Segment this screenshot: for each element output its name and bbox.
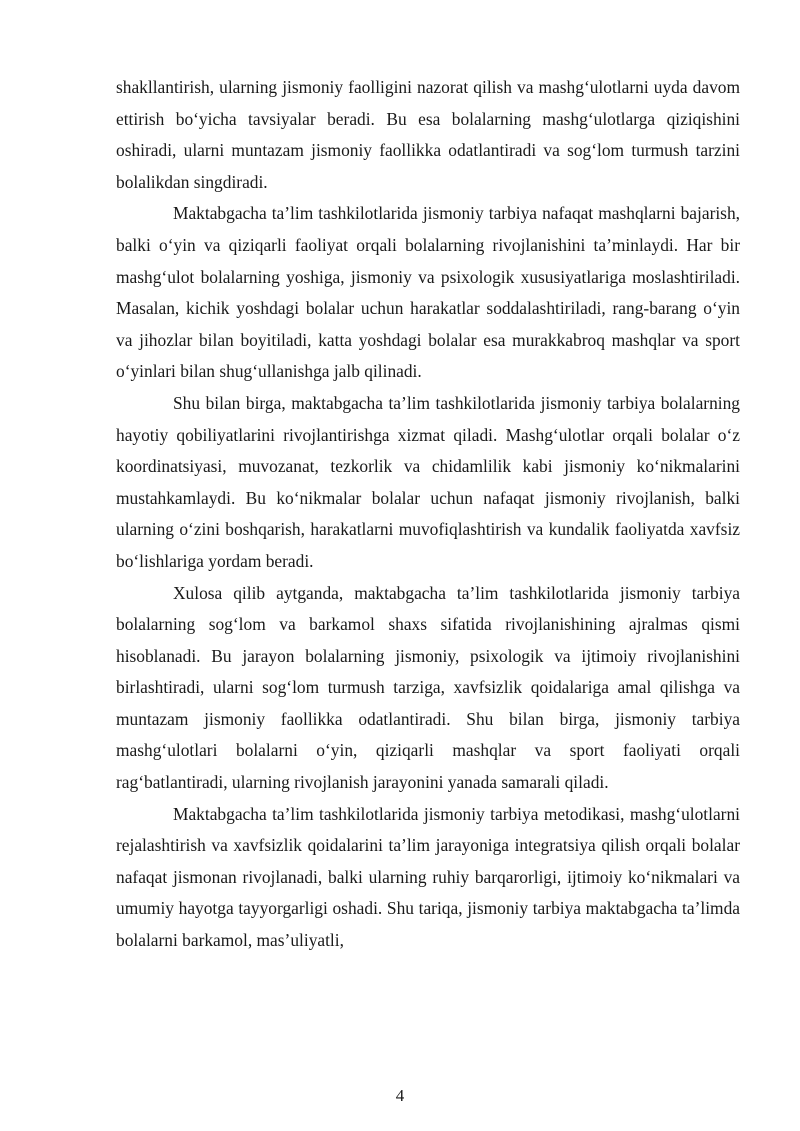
- paragraph: Xulosa qilib aytganda, maktabgacha ta’lim tashkilotlarida jismoniy tarbiya bolalarning sog‘lom va barkamol shaxs sifatida rivojlanishining ajralmas qismi hisoblanadi. Bu jarayon bolalarning jismoniy, psixologik va ijtimoiy rivojlanishini birlashtiradi, ularni sog‘lom turmush tarziga, xavfsizlik qoidalariga amal qilishga va muntazam jismoniy faollikka odatlantiradi. Shu bilan birga, jismoniy tarbiya mashg‘ulotlari bolalarni o‘yin, qiziqarli mashqlar va sport faoliyati orqali rag‘batlantiradi, ularning rivojlanish jarayonini yanada samarali qiladi.: [116, 582, 740, 793]
- paragraph: Maktabgacha ta’lim tashkilotlarida jismoniy tarbiya nafaqat mashqlarni bajarish, balki o‘yin va qiziqarli faoliyat orqali bolalarning rivojlanishini ta’minlaydi. Har bir mashg‘ulot bolalarning yoshiga, jismoniy va psixologik xususiyatlariga moslashtiriladi. Masalan, kichik yoshdagi bolalar uchun harakatlar soddalashtiriladi, rang-barang o‘yin va jihozlar bilan boyitiladi, katta yoshdagi bolalar esa murakkabroq mashqlar va sport o‘yinlari bilan shug‘ullanishga jalb qilinadi.: [116, 203, 740, 382]
- page-number: 4: [395, 1086, 405, 1105]
- paragraph-continuation: shakllantirish, ularning jismoniy faolligini nazorat qilish va mashg‘ulotlarni uyda davom ettirish bo‘yicha tavsiyalar beradi. Bu esa bolalarning mashg‘ulotlarga qiziqishini oshiradi, ularni muntazam jismoniy faollikka odatlantiradi va sog‘lom turmush tarzini bolalikdan singdiradi.: [116, 77, 740, 192]
- paragraph: Shu bilan birga, maktabgacha ta’lim tashkilotlarida jismoniy tarbiya bolalarning hayotiy qobiliyatlarini rivojlantirishga xizmat qiladi. Mashg‘ulotlar orqali bolalar o‘z koordinatsiyasi, muvozanat, tezkorlik va chidamlilik kabi jismoniy ko‘nikmalarini mustahkamlaydi. Bu ko‘nikmalar bolalar uchun nafaqat jismoniy rivojlanish, balki ularning o‘zini boshqarish, harakatlarni muvofiqlashtirish va kundalik faoliyatda xavfsiz bo‘lishlariga yordam beradi.: [116, 392, 740, 571]
- document-body: [116, 72, 740, 957]
- paragraph: Maktabgacha ta’lim tashkilotlarida jismoniy tarbiya metodikasi, mashg‘ulotlarni rejalashtirish va xavfsizlik qoidalarini ta’lim jarayoniga integratsiya qilish orqali bolalar nafaqat jismonan rivojlanadi, balki ularning ruhiy barqarorligi, ijtimoiy ko‘nikmalari va umumiy hayotga tayyorgarligi oshadi. Shu tariqa, jismoniy tarbiya maktabgacha ta’limda bolalarni barkamol, mas’uliyatli,: [116, 803, 740, 951]
